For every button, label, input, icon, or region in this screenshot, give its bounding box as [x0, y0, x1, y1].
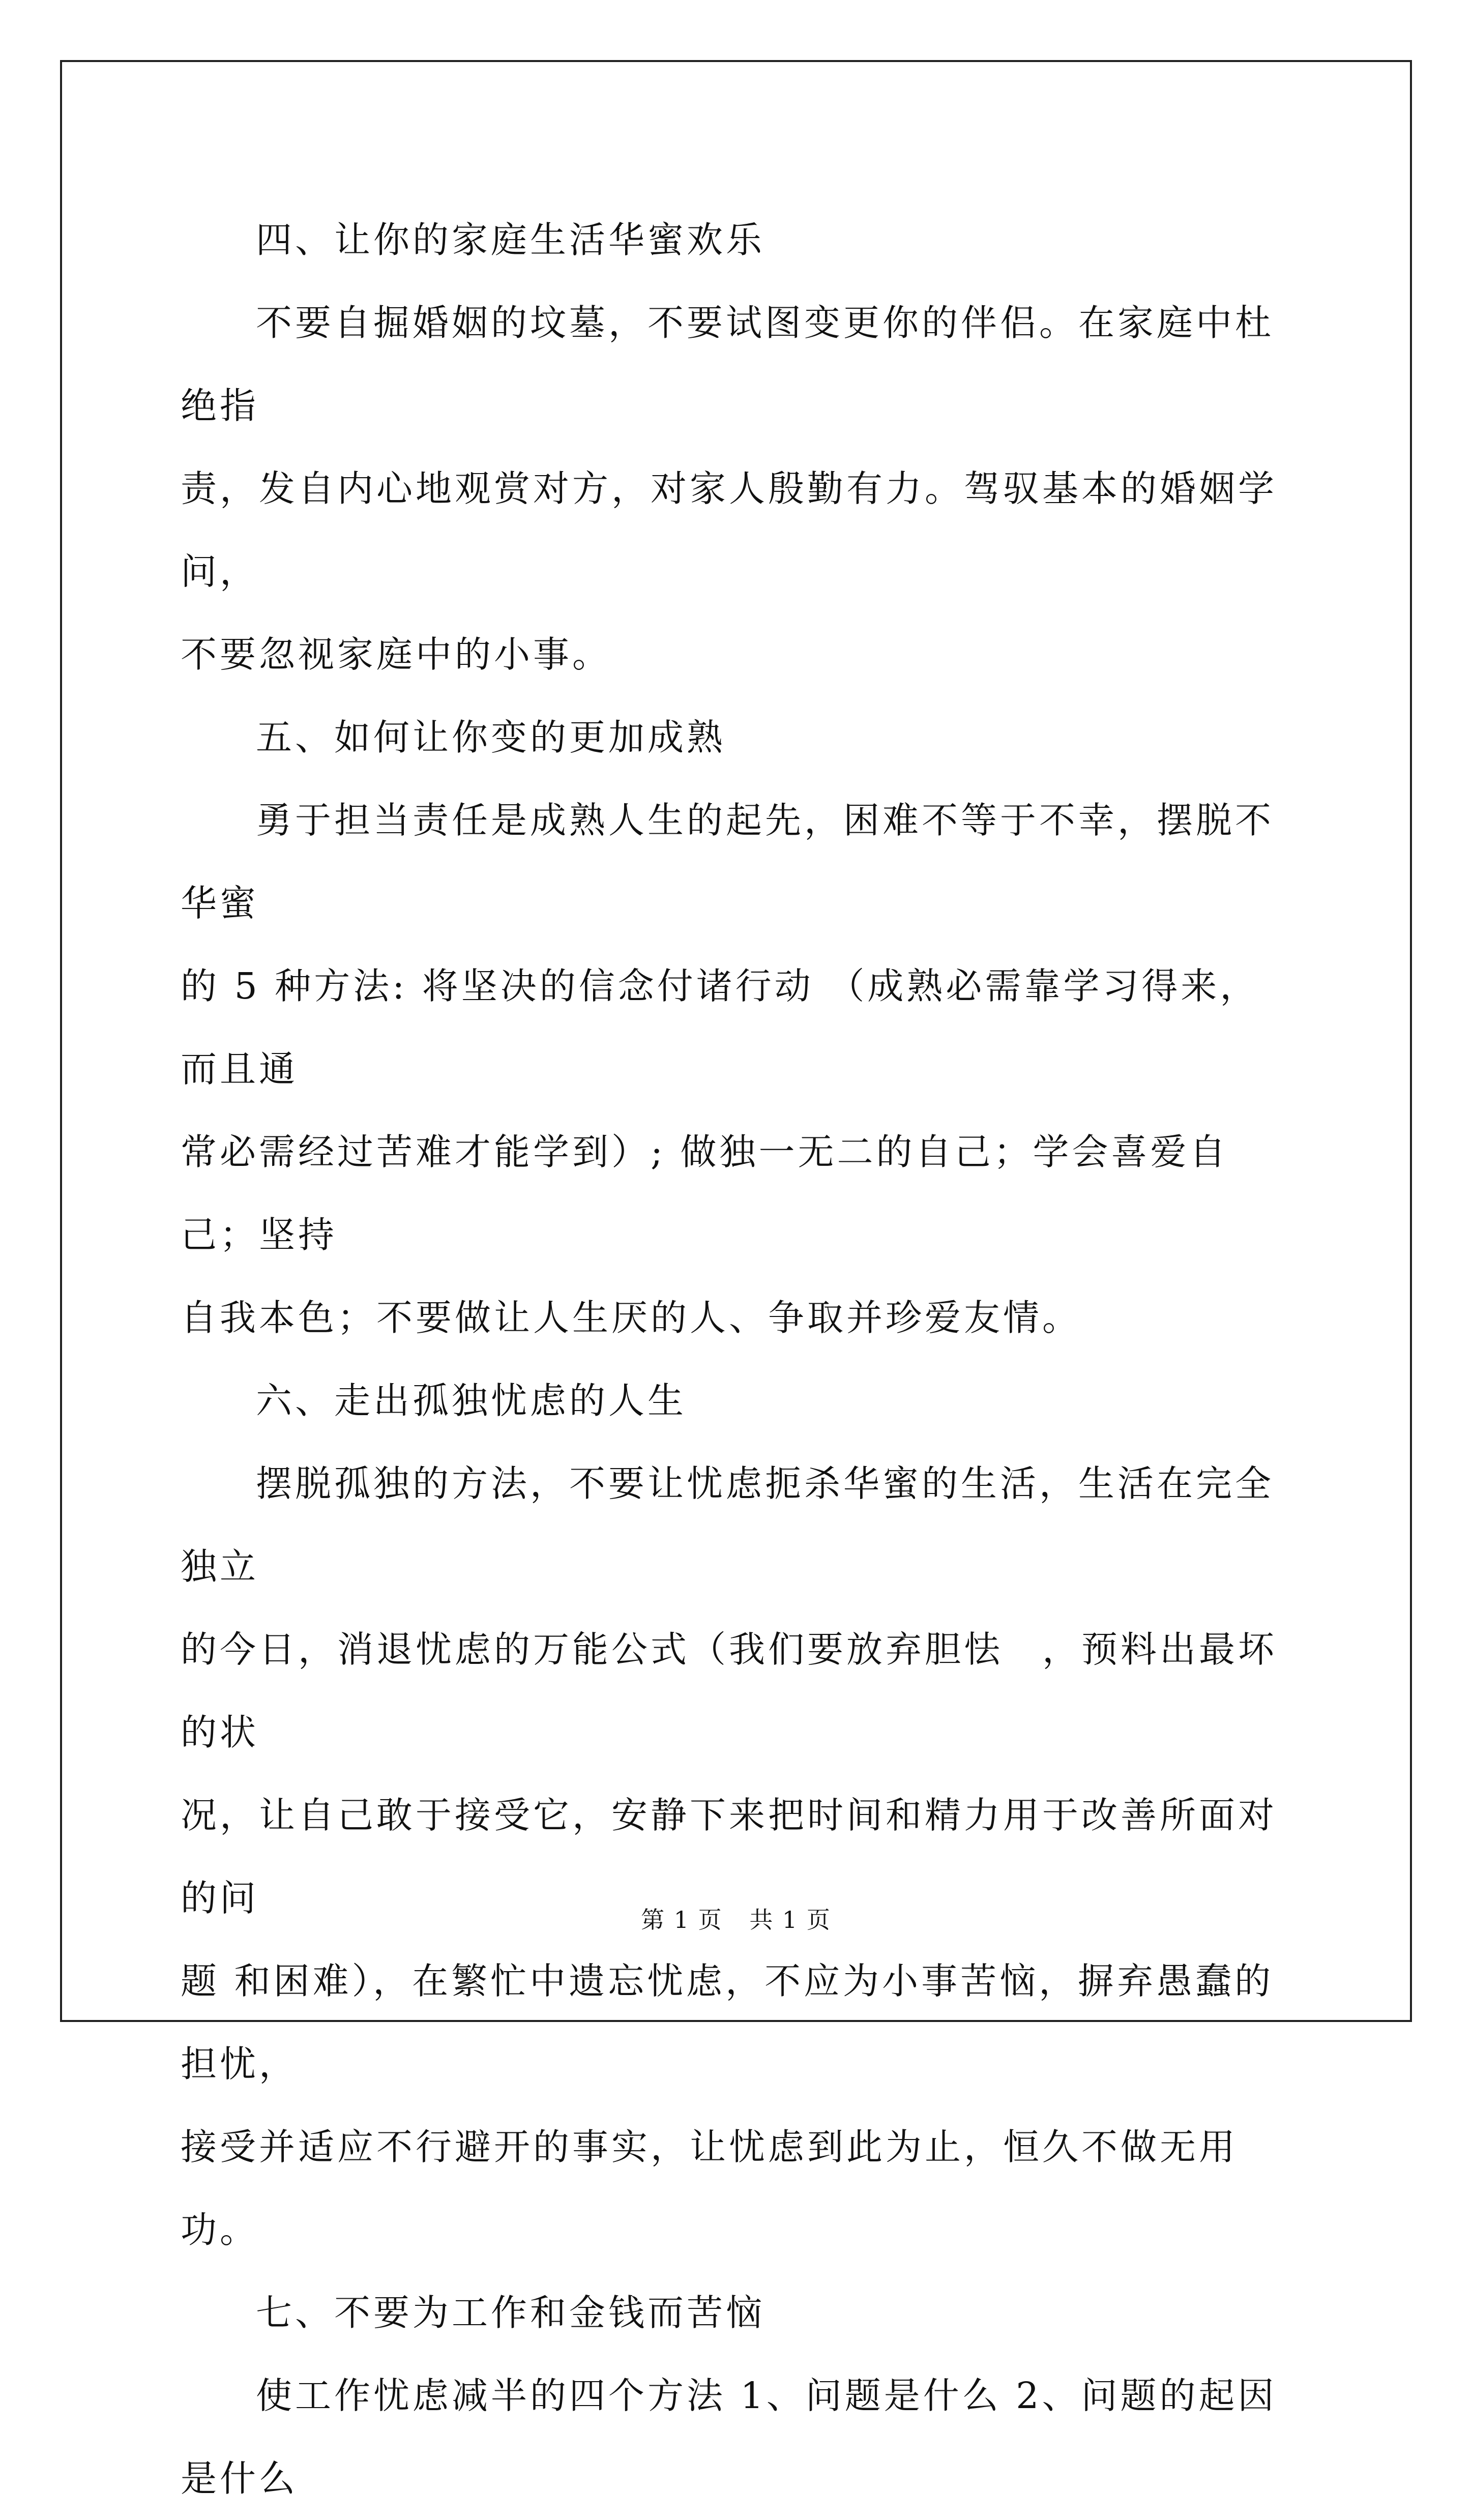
paragraph-line: 题 和困难），在繁忙中遗忘忧虑，不应为小事苦恼，摒弃愚蠢的担忧， [181, 1960, 1274, 2085]
paragraph-line: 的 5 种方法: 将坚决的信念付诸行动 （成熟必需靠学习得来，而且通 [181, 965, 1259, 1090]
paragraph-line: 责，发自内心地观赏对方，对家人殷勤有力。驾驭基本的婚姻学问， [181, 467, 1278, 593]
paragraph-line: 不要自掘婚姻的坟墓，不要试图变更你的伴侣。在家庭中杜绝指 [181, 302, 1275, 427]
page-footer [0, 1901, 1472, 1935]
paragraph-line: 况，让自己敢于接受它，安静下来把时间和精力用于改善所面对的问 [181, 1794, 1278, 1919]
section-heading: 七、不要为工作和金钱而苦恼 [256, 2292, 766, 2334]
document-body [181, 198, 1289, 2520]
paragraph-line: 使工作忧虑减半的四个方法 1、问题是什么 2、问题的起因是什么 [181, 2375, 1277, 2500]
paragraph-line: 勇于担当责任是成熟人生的起先，困难不等于不幸，摆脱不华蜜 [181, 799, 1275, 924]
paragraph-line: 接受并适应不行避开的事实，让忧虑到此为止，恒久不做无用功。 [181, 2126, 1239, 2251]
section-heading: 六、走出孤独忧虑的人生 [256, 1380, 687, 1422]
paragraph-line: 摆脱孤独的方法，不要让忧虑扼杀华蜜的生活，生活在完全独立 [181, 1462, 1275, 1588]
section-heading: 五、如何让你变的更加成熟 [256, 716, 726, 758]
page-number: 第 1 页 [641, 1906, 723, 1933]
paragraph-line: 的今日，消退忧虑的万能公式（我们要放弃胆怯 ，预料出最坏的状 [181, 1628, 1278, 1753]
paragraph-line: 常必需经过苦难才能学到）; 做独一无二的自己；学会喜爱自己；坚持 [181, 1131, 1229, 1256]
page-total: 共 1 页 [749, 1906, 831, 1933]
section-heading: 四、让你的家庭生活华蜜欢乐 [256, 219, 766, 261]
paragraph-line: 自我本色；不要做让人生厌的人、争取并珍爱友情。 [181, 1297, 1082, 1339]
paragraph-line: 不要忽视家庭中的小事。 [181, 633, 612, 676]
